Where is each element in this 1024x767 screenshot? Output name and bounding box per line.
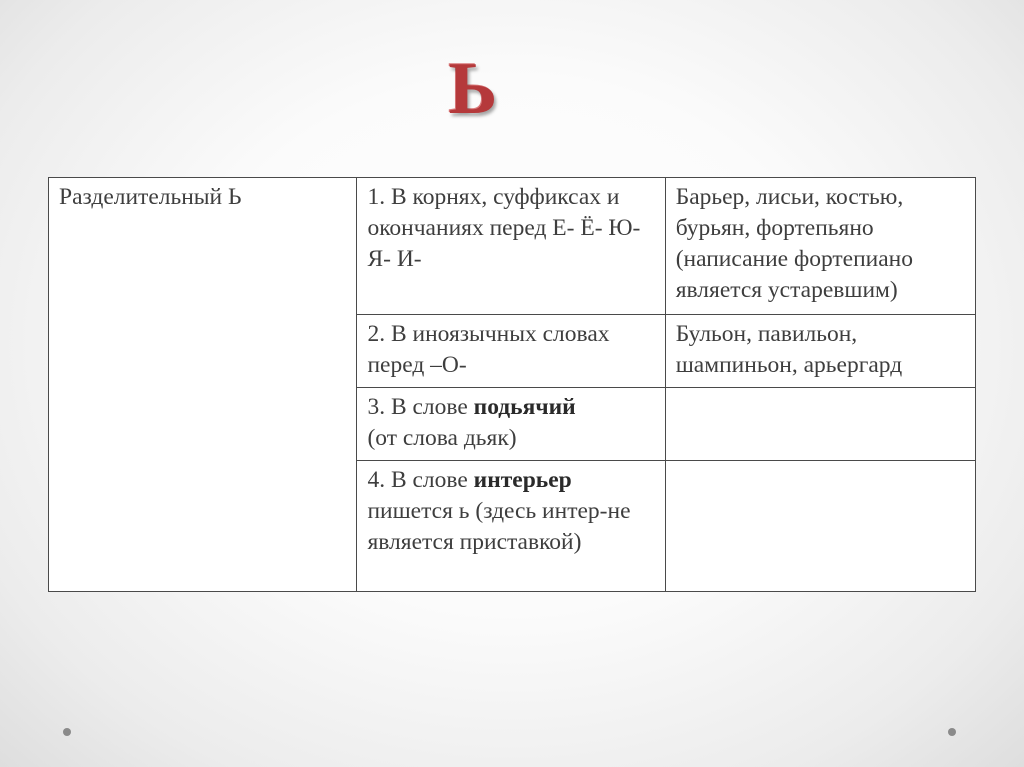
decor-dot-right [948, 728, 956, 736]
slide-title-text: Ь [448, 48, 498, 130]
examples-cell-1: Барьер, лисьи, костью, бурьян, фортепьяно (написание фортепиано является устаревшим) [665, 178, 975, 315]
rule-3-suffix: (от слова дьяк) [367, 425, 517, 451]
examples-cell-4 [665, 461, 975, 592]
category-cell: Разделительный Ь [49, 178, 357, 592]
rule-4-suffix: пишется ь (здесь интер-не является приставкой) [367, 498, 631, 555]
rule-cell-2: 2. В иноязычных словах перед –О- [357, 315, 665, 388]
examples-cell-2: Бульон, павильон, шампиньон, арьергард [665, 315, 975, 388]
rule-cell-3 [357, 388, 665, 461]
rule-3-prefix: 3. В слове [367, 394, 474, 420]
slide-title [0, 48, 1024, 130]
table-row [49, 178, 976, 315]
rule-cell-1: 1. В корнях, суффиксах и окончаниях перед Е- Ё- Ю- Я- И- [357, 178, 665, 315]
decor-dot-left [63, 728, 71, 736]
rule-cell-4 [357, 461, 665, 592]
examples-cell-3 [665, 388, 975, 461]
rules-table [48, 177, 976, 592]
rule-4-prefix: 4. В слове [367, 467, 474, 493]
rule-4-word: интерьер [473, 467, 572, 493]
rule-3-word: подьячий [473, 394, 576, 420]
